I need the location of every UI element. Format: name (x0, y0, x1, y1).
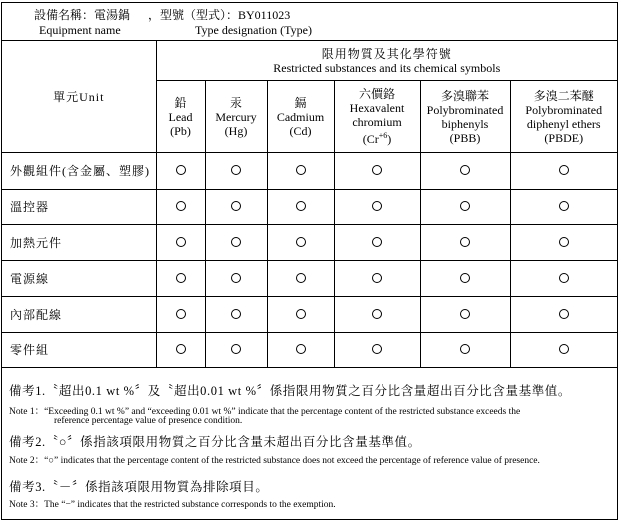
compliant-circle-icon (559, 165, 569, 175)
chromium-symbol-close: ) (387, 132, 392, 146)
compliant-circle-icon (176, 237, 186, 247)
compliant-circle-icon (176, 309, 186, 319)
compliant-circle-icon (460, 201, 470, 211)
column-cadmium-en: Cadmium (276, 109, 325, 124)
note-3-en: Note 3：The “−” indicates that the restricted substance corresponds to the exemption. (9, 500, 336, 510)
compliant-circle-icon (231, 344, 241, 354)
compliant-circle-icon (460, 237, 470, 247)
table-cell (420, 297, 510, 333)
column-header-pbde (510, 81, 617, 153)
restricted-header-cn: 限用物質及其化學符號 (321, 46, 452, 61)
table-row (2, 333, 617, 368)
table-cell (267, 333, 334, 368)
column-lead-symbol: (Pb) (170, 123, 191, 138)
chromium-symbol-text: (Cr (362, 132, 379, 146)
compliant-circle-icon (231, 237, 241, 247)
table-cell (420, 333, 510, 368)
table-cell (267, 153, 334, 190)
table-cell (156, 153, 205, 190)
compliant-circle-icon (559, 344, 569, 354)
table-cell (510, 333, 617, 368)
table-cell (205, 190, 267, 225)
table-cell (205, 153, 267, 190)
compliant-circle-icon (559, 237, 569, 247)
compliant-circle-icon (559, 201, 569, 211)
column-mercury-symbol: (Hg) (224, 123, 248, 138)
table-cell (156, 261, 205, 297)
note-1-en: Note 1：“Exceeding 0.1 wt %” and “exceeding 0.01 wt %” indicate that the percentage content of the restricted substance exceeds the (9, 407, 521, 417)
compliant-circle-icon (296, 165, 306, 175)
note-2-cn: 備考2.〝○〞係指該項限用物質之百分比含量未超出百分比含量基準值。 (9, 435, 421, 449)
column-header-lead (156, 81, 205, 153)
column-cadmium-symbol: (Cd) (289, 123, 312, 138)
table-cell (510, 297, 617, 333)
table-cell (156, 190, 205, 225)
table-cell (267, 225, 334, 261)
equipment-name-en: Equipment name (39, 23, 121, 37)
note-2-en: Note 2：“○” indicates that the percentage content of the restricted substance does not exceed the percentage of reference value of presence. (9, 456, 540, 466)
unit-header-label: 單元Unit (53, 89, 105, 104)
compliant-circle-icon (372, 273, 382, 283)
row-label: 加熱元件 (2, 225, 156, 261)
table-cell (334, 225, 420, 261)
compliant-circle-icon (460, 344, 470, 354)
table-cell (510, 190, 617, 225)
table-cell (267, 190, 334, 225)
table-cell (267, 297, 334, 333)
compliant-circle-icon (296, 309, 306, 319)
compliant-circle-icon (296, 273, 306, 283)
table-cell (156, 297, 205, 333)
document-header (2, 3, 617, 40)
column-header-pbb (420, 81, 510, 153)
compliant-circle-icon (559, 309, 569, 319)
table-cell (420, 153, 510, 190)
column-chromium-cn: 六價鉻 (358, 87, 395, 101)
table-cell (156, 225, 205, 261)
compliant-circle-icon (176, 201, 186, 211)
compliant-circle-icon (176, 344, 186, 354)
column-cadmium-cn: 鎘 (294, 95, 307, 110)
note-1-cn: 備考1.〝超出0.1 wt %〞及〝超出0.01 wt %〞係指限用物質之百分比含量超出百分比含量基準值。 (9, 384, 572, 398)
table-cell (156, 333, 205, 368)
column-pbde-symbol: (PBDE) (544, 130, 584, 145)
table-body (2, 153, 617, 368)
table-cell (420, 190, 510, 225)
table-cell (267, 261, 334, 297)
table-cell (334, 333, 420, 368)
compliant-circle-icon (460, 165, 470, 175)
rohs-declaration-frame (1, 2, 618, 520)
compliant-circle-icon (372, 201, 382, 211)
compliant-circle-icon (176, 273, 186, 283)
table-cell (334, 190, 420, 225)
compliant-circle-icon (296, 344, 306, 354)
table-row (2, 190, 617, 225)
column-lead-en: Lead (168, 109, 193, 124)
restricted-substances-header (156, 41, 617, 81)
row-label: 內部配線 (2, 297, 156, 333)
column-header-mercury (205, 81, 267, 153)
compliant-circle-icon (372, 344, 382, 354)
type-designation-cn: ，型號（型式）：BY011023 (148, 8, 291, 22)
compliant-circle-icon (231, 273, 241, 283)
compliant-circle-icon (296, 237, 306, 247)
table-cell (205, 225, 267, 261)
row-label: 外觀組件(含金屬、塑膠) (2, 153, 156, 190)
compliant-circle-icon (176, 165, 186, 175)
compliant-circle-icon (372, 237, 382, 247)
compliant-circle-icon (231, 201, 241, 211)
compliant-circle-icon (460, 309, 470, 319)
table-cell (420, 225, 510, 261)
notes-section (2, 372, 617, 520)
table-cell (205, 333, 267, 368)
compliant-circle-icon (372, 309, 382, 319)
column-pbb-en: Polybrominated biphenyls (426, 102, 504, 131)
compliant-circle-icon (460, 273, 470, 283)
compliant-circle-icon (231, 165, 241, 175)
column-header-cadmium (267, 81, 334, 153)
column-pbb-symbol: (PBB) (449, 130, 481, 145)
compliant-circle-icon (296, 201, 306, 211)
note-1-en-cont: reference percentage value of presence condition. (54, 416, 243, 426)
table-cell (334, 261, 420, 297)
compliant-circle-icon (231, 309, 241, 319)
restricted-header-en: Restricted substances and its chemical symbols (273, 60, 501, 75)
restricted-substances-table (2, 40, 617, 368)
column-pbde-en: Polybrominated diphenyl ethers (525, 102, 603, 131)
note-3-cn: 備考3.〝－〞係指該項限用物質為排除項目。 (9, 480, 269, 494)
unit-header (2, 41, 156, 153)
column-mercury-cn: 汞 (229, 95, 242, 110)
column-lead-cn: 鉛 (174, 95, 187, 110)
table-cell (510, 261, 617, 297)
table-cell (510, 153, 617, 190)
compliant-circle-icon (372, 165, 382, 175)
row-label: 零件組 (2, 333, 156, 368)
column-pbb-cn: 多溴聯苯 (440, 88, 489, 103)
table-cell (334, 297, 420, 333)
type-designation-en: Type designation (Type) (195, 23, 312, 37)
table-row (2, 153, 617, 190)
equipment-name-cn: 設備名稱：電湯鍋 (34, 8, 131, 22)
row-label: 溫控器 (2, 190, 156, 225)
column-mercury-en: Mercury (215, 109, 257, 124)
table-cell (334, 153, 420, 190)
column-header-hexavalent-chromium (334, 81, 420, 153)
table-cell (205, 297, 267, 333)
table-row (2, 297, 617, 333)
table-cell (510, 225, 617, 261)
table-row (2, 225, 617, 261)
column-chromium-en: Hexavalent chromium (349, 101, 405, 129)
column-pbde-cn: 多溴二苯醚 (533, 88, 594, 103)
table-cell (420, 261, 510, 297)
table-row (2, 261, 617, 297)
table-cell (205, 261, 267, 297)
column-chromium-symbol (335, 129, 420, 146)
row-label: 電源線 (2, 261, 156, 297)
compliant-circle-icon (559, 273, 569, 283)
chromium-valence: +6 (378, 131, 388, 140)
